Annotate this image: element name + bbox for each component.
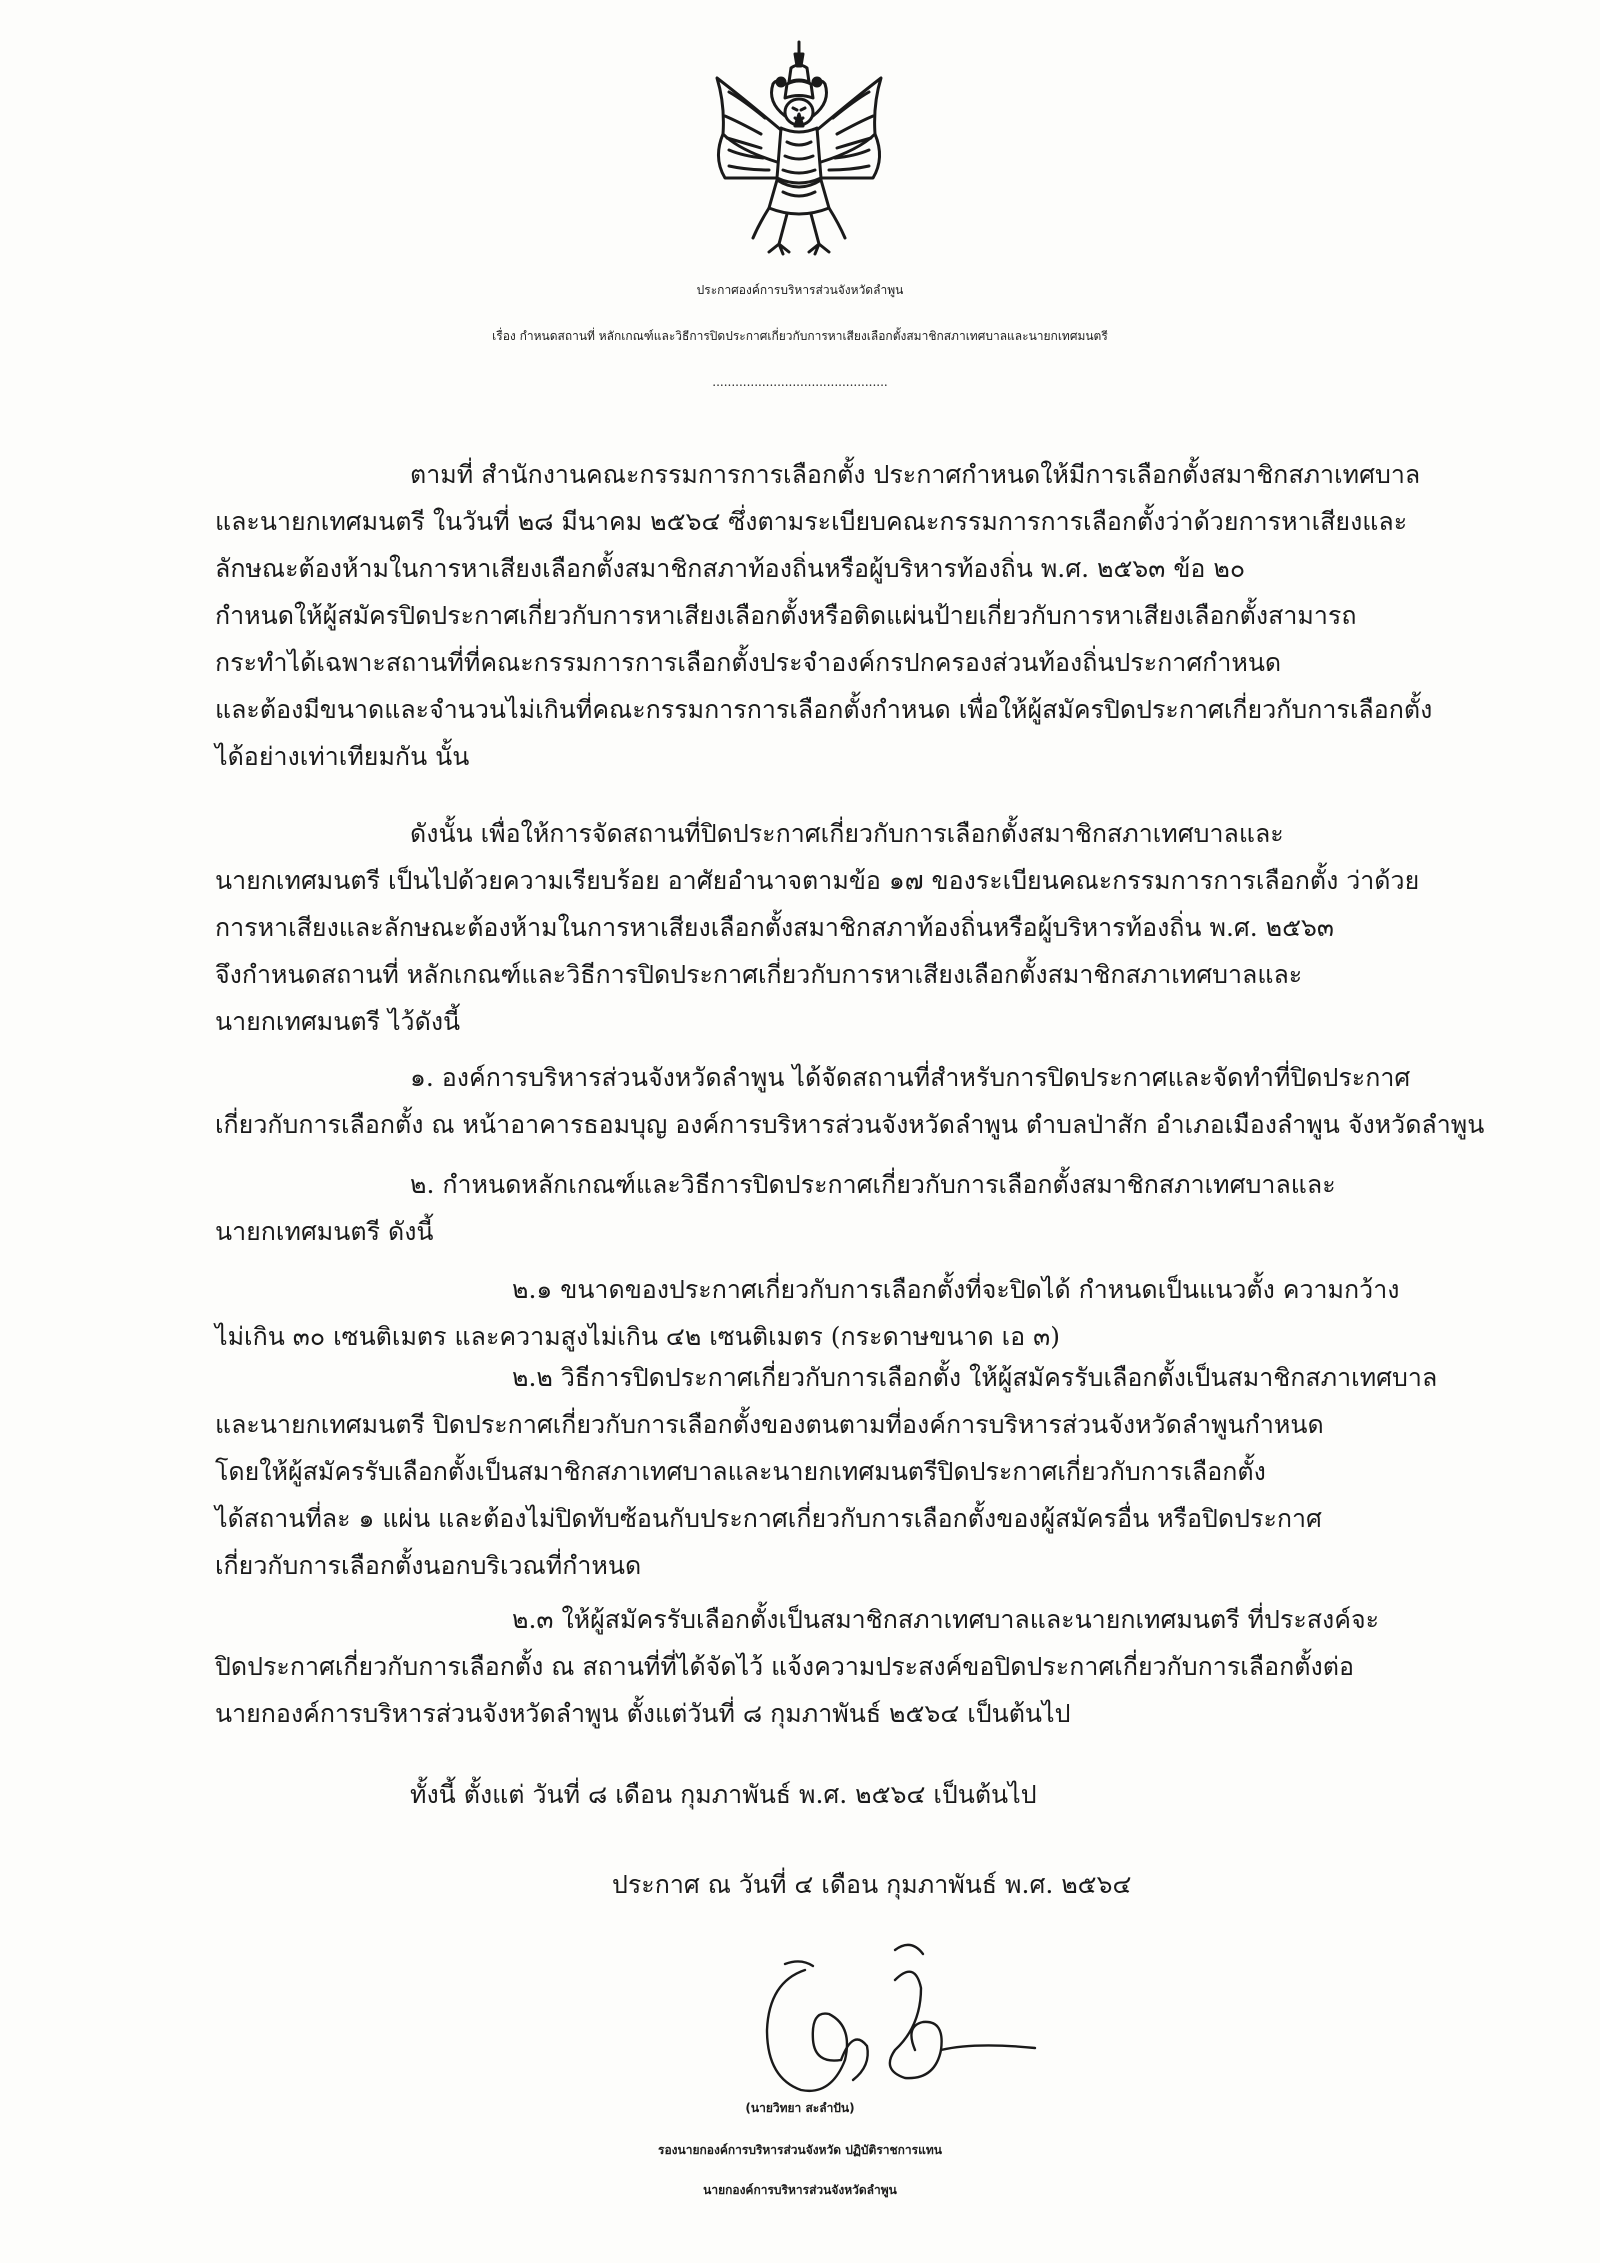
item22-line: ได้สถานที่ละ ๑ แผ่น และต้องไม่ปิดทับซ้อนกับประกาศเกี่ยวกับการเลือกตั้งของผู้สมัครอื่น หรือปิดประกาศ [215,1504,1322,1533]
item1-line: เกี่ยวกับการเลือกตั้ง ณ หน้าอาคารธอมบุญ องค์การบริหารส่วนจังหวัดลำพูน ตำบลป่าสัก อำเภอเมืองลำพูน จังหวัดลำพูน [215,1110,1485,1139]
signatory-title: รองนายกองค์การบริหารส่วนจังหวัด ปฏิบัติราชการแทน [658,2143,942,2157]
signatory-name: (นายวิทยา สะลำปัน) [745,2101,855,2115]
title-separator: .............................................. [712,375,888,389]
para2-line: นายกเทศมนตรี เป็นไปด้วยความเรียบร้อย อาศัยอำนาจตามข้อ ๑๗ ของระเบียนคณะกรรมการการเลือกตั้ง ว่าด้วย [215,866,1420,895]
item22-line: เกี่ยวกับการเลือกตั้งนอกบริเวณที่กำหนด [215,1551,642,1580]
para2-line: ดังนั้น เพื่อให้การจัดสถานที่ปิดประกาศเกี่ยวกับการเลือกตั้งสมาชิกสภาเทศบาลและ [410,819,1284,848]
item2-line: ๒. กำหนดหลักเกณฑ์และวิธีการปิดประกาศเกี่ยวกับการเลือกตั้งสมาชิกสภาเทศบาลและ [410,1170,1336,1199]
item21-line: ไม่เกิน ๓๐ เซนติเมตร และความสูงไม่เกิน ๔๒ เซนติเมตร (กระดาษขนาด เอ ๓) [215,1322,1060,1351]
announcement-date: ประกาศ ณ วันที่ ๔ เดือน กุมภาพันธ์ พ.ศ. ๒๕๖๔ [612,1870,1132,1899]
item22-line: และนายกเทศมนตรี ปิดประกาศเกี่ยวกับการเลือกตั้งของตนตามที่องค์การบริหารส่วนจังหวัดลำพูนกำหนด [215,1410,1324,1439]
garuda-emblem-icon [703,38,895,260]
para2-line: การหาเสียงและลักษณะต้องห้ามในการหาเสียงเลือกตั้งสมาชิกสภาท้องถิ่นหรือผู้บริหารท้องถิ่น พ.ศ. ๒๕๖๓ [215,913,1335,942]
announcement-heading: ประกาศองค์การบริหารส่วนจังหวัดลำพูน [696,283,904,297]
para1-line: ตามที่ สำนักงานคณะกรรมการการเลือกตั้ง ประกาศกำหนดให้มีการเลือกตั้งสมาชิกสภาเทศบาล [410,460,1421,489]
effective-date: ทั้งนี้ ตั้งแต่ วันที่ ๘ เดือน กุมภาพันธ์ พ.ศ. ๒๕๖๔ เป็นต้นไป [410,1780,1037,1809]
item23-line: ปิดประกาศเกี่ยวกับการเลือกตั้ง ณ สถานที่ที่ได้จัดไว้ แจ้งความประสงค์ขอปิดประกาศเกี่ยวกับการเลือกตั้งต่อ [215,1652,1354,1681]
item21-line: ๒.๑ ขนาดของประกาศเกี่ยวกับการเลือกตั้งที่จะปิดได้ กำหนดเป็นแนวตั้ง ความกว้าง [512,1275,1400,1304]
item22-line: โดยให้ผู้สมัครรับเลือกตั้งเป็นสมาชิกสภาเทศบาลและนายกเทศมนตรีปิดประกาศเกี่ยวกับการเลือกตั้ง [215,1457,1266,1486]
para1-line: ได้อย่างเท่าเทียมกัน นั้น [215,742,470,771]
signatory-position: นายกองค์การบริหารส่วนจังหวัดลำพูน [703,2183,897,2197]
item2-line: นายกเทศมนตรี ดังนี้ [215,1217,434,1246]
item23-line: นายกองค์การบริหารส่วนจังหวัดลำพูน ตั้งแต่วันที่ ๘ กุมภาพันธ์ ๒๕๖๔ เป็นต้นไป [215,1699,1071,1728]
item23-line: ๒.๓ ให้ผู้สมัครรับเลือกตั้งเป็นสมาชิกสภาเทศบาลและนายกเทศมนตรี ที่ประสงค์จะ [512,1605,1380,1634]
para1-line: ลักษณะต้องห้ามในการหาเสียงเลือกตั้งสมาชิกสภาท้องถิ่นหรือผู้บริหารท้องถิ่น พ.ศ. ๒๕๖๓ ข้อ ๒๐ [215,554,1246,583]
para1-line: และนายกเทศมนตรี ในวันที่ ๒๘ มีนาคม ๒๕๖๔ ซึ่งตามระเบียบคณะกรรมการการเลือกตั้งว่าด้วยการหาเสียงและ [215,507,1408,536]
para1-line: กระทำได้เฉพาะสถานที่ที่คณะกรรมการการเลือกตั้งประจำองค์กรปกครองส่วนท้องถิ่นประกาศกำหนด [215,648,1282,677]
item1-line: ๑. องค์การบริหารส่วนจังหวัดลำพูน ได้จัดสถานที่สำหรับการปิดประกาศและจัดทำที่ปิดประกาศ [410,1063,1411,1092]
para1-line: กำหนดให้ผู้สมัครปิดประกาศเกี่ยวกับการหาเสียงเลือกตั้งหรือติดแผ่นป้ายเกี่ยวกับการหาเสียงเลือกตั้งสามารถ [215,601,1357,630]
item22-line: ๒.๒ วิธีการปิดประกาศเกี่ยวกับการเลือกตั้ง ให้ผู้สมัครรับเลือกตั้งเป็นสมาชิกสภาเทศบาล [512,1363,1438,1392]
para2-line: นายกเทศมนตรี ไว้ดังนี้ [215,1007,461,1036]
para1-line: และต้องมีขนาดและจำนวนไม่เกินที่คณะกรรมการการเลือกตั้งกำหนด เพื่อให้ผู้สมัครปิดประกาศเกี่ยวกับการเลือกตั้ง [215,695,1433,724]
announcement-subject: เรื่อง กำหนดสถานที่ หลักเกณฑ์และวิธีการปิดประกาศเกี่ยวกับการหาเสียงเลือกตั้งสมาชิกสภาเทศบาลและนายกเทศมนตรี [492,329,1108,343]
para2-line: จึงกำหนดสถานที่ หลักเกณฑ์และวิธีการปิดประกาศเกี่ยวกับการหาเสียงเลือกตั้งสมาชิกสภาเทศบาลและ [215,960,1303,989]
